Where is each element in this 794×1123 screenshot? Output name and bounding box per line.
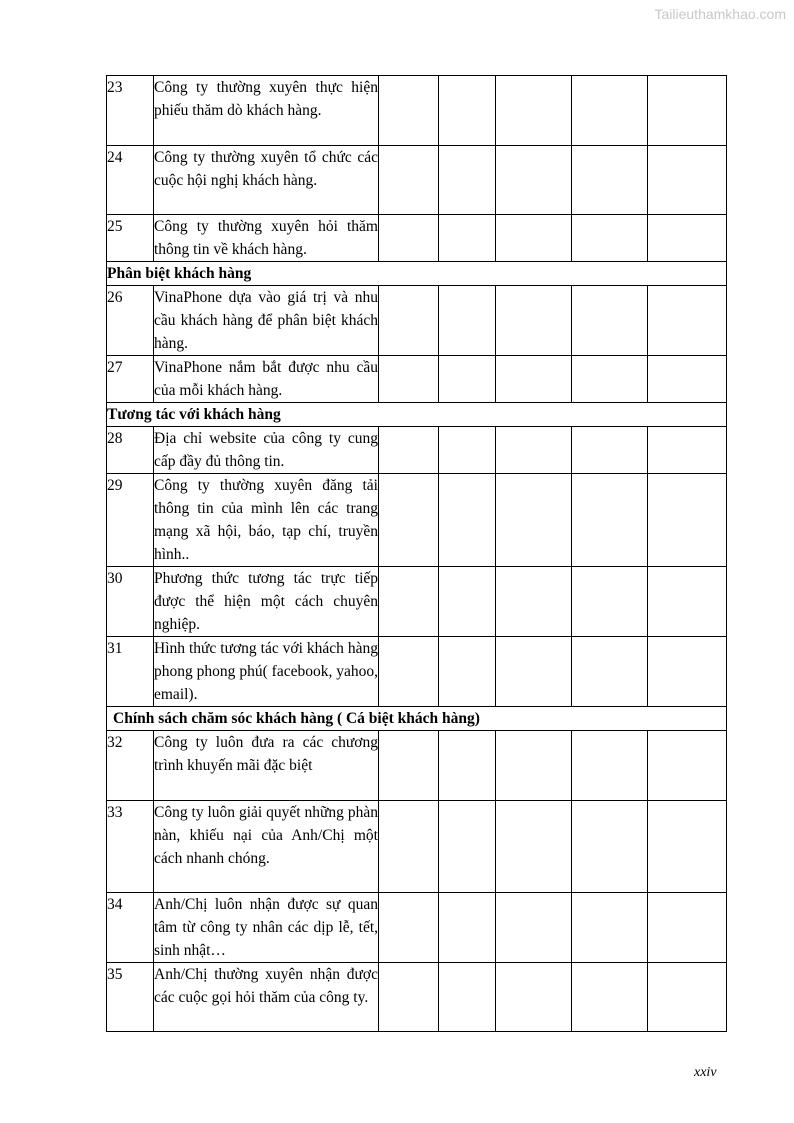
item-text: Công ty thường xuyên tổ chức các cuộc hội nghị khách hàng. xyxy=(154,146,379,215)
rating-cell-4[interactable] xyxy=(572,731,648,801)
table-row xyxy=(107,76,727,146)
rating-cell-2[interactable] xyxy=(439,286,496,356)
item-text: Công ty luôn giải quyết những phàn nàn, khiếu nại của Anh/Chị một cách nhanh chóng. xyxy=(154,801,379,893)
table-row xyxy=(107,215,727,262)
rating-cell-2[interactable] xyxy=(439,76,496,146)
rating-cell-1[interactable] xyxy=(379,146,439,215)
item-text: Địa chỉ website của công ty cung cấp đầy đủ thông tin. xyxy=(154,427,379,474)
rating-cell-2[interactable] xyxy=(439,801,496,893)
item-text: VinaPhone dựa vào giá trị và nhu cầu khách hàng để phân biệt khách hàng. xyxy=(154,286,379,356)
rating-cell-5[interactable] xyxy=(648,215,727,262)
rating-cell-1[interactable] xyxy=(379,893,439,963)
rating-cell-1[interactable] xyxy=(379,567,439,637)
page-number: xxiv xyxy=(694,1065,717,1080)
rating-cell-3[interactable] xyxy=(496,76,572,146)
rating-cell-3[interactable] xyxy=(496,801,572,893)
item-text: VinaPhone nắm bắt được nhu cầu của mỗi khách hàng. xyxy=(154,356,379,403)
table-row xyxy=(107,801,727,893)
item-number: 23 xyxy=(107,76,154,146)
section-title: Tương tác với khách hàng xyxy=(107,403,727,427)
rating-cell-1[interactable] xyxy=(379,731,439,801)
rating-cell-4[interactable] xyxy=(572,356,648,403)
item-number: 31 xyxy=(107,637,154,707)
item-number: 28 xyxy=(107,427,154,474)
rating-cell-4[interactable] xyxy=(572,146,648,215)
rating-cell-2[interactable] xyxy=(439,893,496,963)
section-header-row xyxy=(107,403,727,427)
item-text: Anh/Chị luôn nhận được sự quan tâm từ công ty nhân các dịp lễ, tết, sinh nhật… xyxy=(154,893,379,963)
rating-cell-2[interactable] xyxy=(439,146,496,215)
table-row xyxy=(107,474,727,567)
rating-cell-4[interactable] xyxy=(572,893,648,963)
item-number: 30 xyxy=(107,567,154,637)
rating-cell-4[interactable] xyxy=(572,567,648,637)
item-text: Công ty thường xuyên đăng tải thông tin của mình lên các trang mạng xã hội, báo, tạp chí, truyền hình.. xyxy=(154,474,379,567)
item-text: Công ty luôn đưa ra các chương trình khuyến mãi đặc biệt xyxy=(154,731,379,801)
item-text: Công ty thường xuyên thực hiện phiếu thăm dò khách hàng. xyxy=(154,76,379,146)
rating-cell-3[interactable] xyxy=(496,567,572,637)
rating-cell-2[interactable] xyxy=(439,356,496,403)
rating-cell-3[interactable] xyxy=(496,215,572,262)
rating-cell-1[interactable] xyxy=(379,356,439,403)
rating-cell-1[interactable] xyxy=(379,637,439,707)
rating-cell-1[interactable] xyxy=(379,801,439,893)
table-row xyxy=(107,427,727,474)
rating-cell-5[interactable] xyxy=(648,963,727,1032)
rating-cell-5[interactable] xyxy=(648,567,727,637)
rating-cell-3[interactable] xyxy=(496,893,572,963)
rating-cell-1[interactable] xyxy=(379,963,439,1032)
rating-cell-5[interactable] xyxy=(648,474,727,567)
rating-cell-2[interactable] xyxy=(439,731,496,801)
rating-cell-4[interactable] xyxy=(572,801,648,893)
rating-cell-2[interactable] xyxy=(439,963,496,1032)
rating-cell-1[interactable] xyxy=(379,286,439,356)
rating-cell-4[interactable] xyxy=(572,76,648,146)
rating-cell-2[interactable] xyxy=(439,427,496,474)
item-number: 24 xyxy=(107,146,154,215)
rating-cell-4[interactable] xyxy=(572,215,648,262)
item-number: 34 xyxy=(107,893,154,963)
section-header-row xyxy=(107,262,727,286)
rating-cell-5[interactable] xyxy=(648,731,727,801)
item-number: 29 xyxy=(107,474,154,567)
section-title: Chính sách chăm sóc khách hàng ( Cá biệt khách hàng) xyxy=(107,707,727,731)
table-row xyxy=(107,963,727,1032)
item-number: 25 xyxy=(107,215,154,262)
rating-cell-5[interactable] xyxy=(648,76,727,146)
item-number: 35 xyxy=(107,963,154,1032)
rating-cell-5[interactable] xyxy=(648,146,727,215)
rating-cell-3[interactable] xyxy=(496,286,572,356)
rating-cell-5[interactable] xyxy=(648,893,727,963)
item-text: Phương thức tương tác trực tiếp được thể hiện một cách chuyên nghiệp. xyxy=(154,567,379,637)
rating-cell-4[interactable] xyxy=(572,637,648,707)
rating-cell-5[interactable] xyxy=(648,801,727,893)
item-number: 33 xyxy=(107,801,154,893)
rating-cell-4[interactable] xyxy=(572,427,648,474)
rating-cell-3[interactable] xyxy=(496,637,572,707)
rating-cell-3[interactable] xyxy=(496,963,572,1032)
table-row xyxy=(107,637,727,707)
rating-cell-3[interactable] xyxy=(496,146,572,215)
section-header-row xyxy=(107,707,727,731)
item-text: Hình thức tương tác với khách hàng phong phong phú( facebook, yahoo, email). xyxy=(154,637,379,707)
rating-cell-2[interactable] xyxy=(439,637,496,707)
table-row xyxy=(107,731,727,801)
item-number: 26 xyxy=(107,286,154,356)
rating-cell-3[interactable] xyxy=(496,731,572,801)
rating-cell-4[interactable] xyxy=(572,474,648,567)
rating-cell-5[interactable] xyxy=(648,356,727,403)
watermark-text: Tailieuthamkhao.com xyxy=(654,6,786,22)
rating-cell-4[interactable] xyxy=(572,286,648,356)
table-row xyxy=(107,567,727,637)
item-text: Công ty thường xuyên hỏi thăm thông tin về khách hàng. xyxy=(154,215,379,262)
rating-cell-5[interactable] xyxy=(648,427,727,474)
rating-cell-2[interactable] xyxy=(439,567,496,637)
rating-cell-3[interactable] xyxy=(496,356,572,403)
rating-cell-5[interactable] xyxy=(648,637,727,707)
rating-cell-1[interactable] xyxy=(379,474,439,567)
item-number: 27 xyxy=(107,356,154,403)
item-text: Anh/Chị thường xuyên nhận được các cuộc gọi hỏi thăm của công ty. xyxy=(154,963,379,1032)
item-number: 32 xyxy=(107,731,154,801)
rating-cell-1[interactable] xyxy=(379,215,439,262)
survey-table xyxy=(106,75,727,1032)
rating-cell-2[interactable] xyxy=(439,474,496,567)
rating-cell-3[interactable] xyxy=(496,474,572,567)
table-row xyxy=(107,356,727,403)
table-row xyxy=(107,146,727,215)
rating-cell-1[interactable] xyxy=(379,76,439,146)
section-title: Phân biệt khách hàng xyxy=(107,262,727,286)
rating-cell-4[interactable] xyxy=(572,963,648,1032)
table-row xyxy=(107,286,727,356)
rating-cell-5[interactable] xyxy=(648,286,727,356)
rating-cell-3[interactable] xyxy=(496,427,572,474)
table-row xyxy=(107,893,727,963)
rating-cell-2[interactable] xyxy=(439,215,496,262)
rating-cell-1[interactable] xyxy=(379,427,439,474)
